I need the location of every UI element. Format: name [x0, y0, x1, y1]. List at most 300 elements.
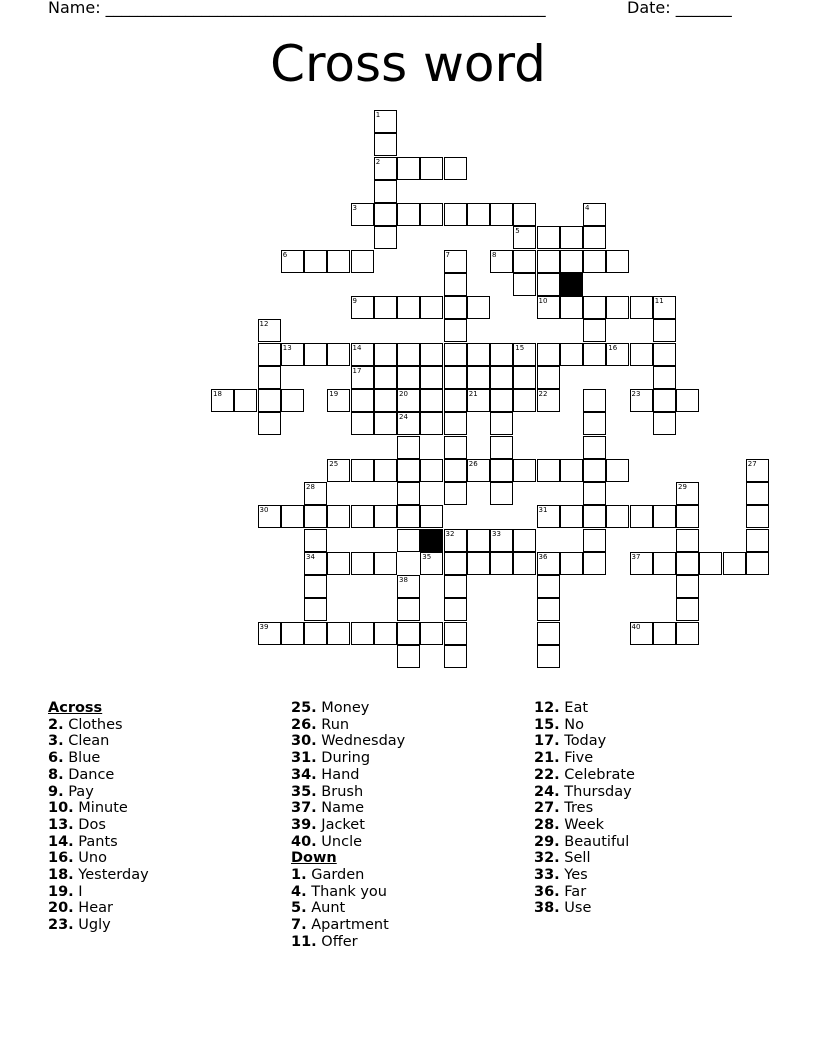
clue-number: 8 [492, 250, 497, 259]
grid-cell[interactable] [513, 343, 536, 366]
clue-item-number: 27. [534, 800, 560, 817]
grid-cell[interactable] [351, 459, 374, 482]
across-heading: Across [48, 700, 103, 716]
clue-item [48, 867, 149, 884]
clue-number: 2 [375, 157, 381, 166]
grid-cell[interactable] [583, 529, 606, 552]
grid-block [560, 273, 583, 296]
clue-item-number: 8. [48, 766, 64, 783]
grid-cell[interactable] [746, 552, 769, 575]
grid-cell[interactable] [374, 389, 397, 412]
grid-cell[interactable] [327, 343, 350, 366]
clue-item [48, 817, 149, 834]
grid-cell[interactable] [746, 505, 769, 528]
grid-cell[interactable] [537, 598, 560, 621]
grid-cell[interactable] [490, 366, 513, 389]
grid-cell[interactable] [351, 412, 374, 435]
grid-cell[interactable] [420, 622, 443, 645]
grid-cell[interactable] [537, 250, 560, 273]
grid-cell[interactable] [444, 157, 467, 180]
grid-cell[interactable] [630, 552, 653, 575]
clue-item-number: 39. [291, 816, 317, 833]
clue-item-text: Apartment [306, 917, 389, 934]
clue-item-text: Jacket [316, 816, 365, 833]
grid-cell[interactable] [420, 505, 443, 528]
clue-item [48, 784, 149, 801]
clue-number: 12 [259, 320, 269, 329]
clue-item [48, 850, 149, 867]
grid-cell[interactable] [560, 459, 583, 482]
clue-number: 3 [352, 204, 357, 212]
grid-cell[interactable] [490, 552, 513, 575]
name-line: Name: _______________________________________________________ [48, 0, 546, 17]
grid-cell[interactable] [374, 133, 397, 156]
clue-item-text: Aunt [306, 900, 346, 917]
grid-cell[interactable] [560, 226, 583, 249]
grid-cell[interactable] [676, 552, 699, 575]
grid-cell[interactable] [397, 366, 420, 389]
clue-item-number: 35. [291, 783, 317, 800]
clue-item-number: 18. [48, 867, 74, 884]
grid-cell[interactable] [537, 343, 560, 366]
clue-number: 23 [631, 390, 641, 398]
grid-cell[interactable] [258, 366, 281, 389]
grid-cell[interactable] [723, 552, 746, 575]
grid-cell[interactable] [606, 459, 629, 482]
clue-number: 20 [399, 390, 408, 398]
grid-cell[interactable] [676, 389, 699, 412]
clue-item [534, 850, 635, 867]
grid-cell[interactable] [304, 598, 327, 621]
clue-item-text: Wednesday [316, 733, 406, 750]
grid-cell[interactable] [304, 482, 327, 505]
grid-cell[interactable] [397, 436, 420, 459]
grid-cell[interactable] [490, 529, 513, 552]
grid-cell[interactable] [583, 343, 606, 366]
grid-cell[interactable] [653, 366, 676, 389]
grid-cell[interactable] [653, 343, 676, 366]
grid-cell[interactable] [490, 482, 513, 505]
clue-item-number: 38. [534, 900, 560, 917]
clue-item [48, 800, 149, 817]
grid-cell[interactable] [327, 250, 350, 273]
grid-cell[interactable] [467, 552, 490, 575]
grid-cell[interactable] [537, 575, 560, 598]
clue-item-text: Garden [306, 867, 365, 884]
clue-item-number: 16. [48, 850, 74, 867]
clue-item-text: Hand [316, 766, 360, 783]
page-title: Cross word [270, 35, 546, 93]
clue-item-text: Yesterday [73, 867, 149, 884]
grid-cell[interactable] [374, 180, 397, 203]
grid-cell[interactable] [327, 552, 350, 575]
grid-cell[interactable] [560, 552, 583, 575]
clue-item [291, 733, 405, 750]
grid-cell[interactable] [490, 459, 513, 482]
grid-cell[interactable] [676, 505, 699, 528]
grid-cell[interactable] [327, 459, 350, 482]
clue-number: 18 [213, 390, 222, 398]
clue-number: 22 [538, 390, 548, 398]
clue-item-text: Use [559, 900, 592, 917]
grid-cell[interactable] [374, 343, 397, 366]
grid-cell[interactable] [653, 622, 676, 645]
clues-column-2 [291, 700, 405, 951]
grid-cell[interactable] [374, 296, 397, 319]
clue-item-text: Money [316, 700, 370, 716]
grid-cell[interactable] [444, 343, 467, 366]
grid-cell[interactable] [397, 645, 420, 668]
grid-cell[interactable] [653, 389, 676, 412]
clue-item-number: 40. [291, 833, 317, 850]
grid-cell[interactable] [513, 389, 536, 412]
grid-cell[interactable] [467, 343, 490, 366]
grid-cell[interactable] [583, 505, 606, 528]
grid-cell[interactable] [397, 482, 420, 505]
grid-cell[interactable] [676, 598, 699, 621]
grid-cell[interactable] [327, 622, 350, 645]
grid-cell[interactable] [281, 250, 304, 273]
grid-cell[interactable] [676, 575, 699, 598]
clue-item [48, 733, 149, 750]
grid-cell[interactable] [444, 575, 467, 598]
grid-cell[interactable] [537, 459, 560, 482]
clue-item-number: 14. [48, 833, 74, 850]
grid-cell[interactable] [374, 622, 397, 645]
clue-item-number: 22. [534, 766, 560, 783]
grid-cell[interactable] [258, 412, 281, 435]
grid-cell[interactable] [374, 552, 397, 575]
grid-cell[interactable] [537, 645, 560, 668]
clue-item-text: Clothes [63, 716, 123, 733]
grid-cell[interactable] [490, 203, 513, 226]
grid-cell[interactable] [374, 226, 397, 249]
grid-cell[interactable] [583, 319, 606, 342]
grid-cell[interactable] [374, 366, 397, 389]
grid-cell[interactable] [583, 459, 606, 482]
grid-cell[interactable] [676, 482, 699, 505]
grid-cell[interactable] [583, 250, 606, 273]
grid-cell[interactable] [490, 343, 513, 366]
clue-item-number: 34. [291, 766, 317, 783]
grid-cell[interactable] [397, 505, 420, 528]
grid-cell[interactable] [444, 459, 467, 482]
grid-cell[interactable] [653, 412, 676, 435]
grid-cell[interactable] [444, 366, 467, 389]
grid-cell[interactable] [444, 552, 467, 575]
grid-cell[interactable] [397, 598, 420, 621]
grid-cell[interactable] [537, 226, 560, 249]
grid-cell[interactable] [467, 459, 490, 482]
clue-number: 38 [399, 576, 408, 584]
grid-cell[interactable] [513, 203, 536, 226]
grid-cell[interactable] [420, 343, 443, 366]
clue-number: 33 [492, 529, 501, 538]
grid-cell[interactable] [397, 343, 420, 366]
grid-cell[interactable] [630, 622, 653, 645]
clue-item-number: 5. [291, 900, 307, 917]
grid-cell[interactable] [630, 296, 653, 319]
grid-cell[interactable] [420, 296, 443, 319]
grid-cell[interactable] [490, 250, 513, 273]
grid-cell[interactable] [444, 319, 467, 342]
grid-cell[interactable] [583, 482, 606, 505]
grid-cell[interactable] [560, 296, 583, 319]
grid-cell[interactable] [513, 459, 536, 482]
grid-cell[interactable] [258, 389, 281, 412]
grid-cell[interactable] [444, 412, 467, 435]
grid-cell[interactable] [304, 529, 327, 552]
clues-column-1 [48, 700, 149, 934]
clue-item-number: 2. [48, 716, 64, 733]
grid-cell[interactable] [630, 389, 653, 412]
clue-item-text: Eat [559, 700, 589, 716]
clue-number: 27 [747, 459, 757, 468]
grid-cell[interactable] [351, 505, 374, 528]
grid-cell[interactable] [281, 505, 304, 528]
grid-cell[interactable] [606, 343, 629, 366]
clue-item-text: Five [559, 750, 594, 767]
grid-cell[interactable] [234, 389, 257, 412]
grid-cell[interactable] [583, 412, 606, 435]
grid-cell[interactable] [490, 436, 513, 459]
grid-cell[interactable] [351, 389, 374, 412]
grid-cell[interactable] [258, 343, 281, 366]
grid-cell[interactable] [420, 203, 443, 226]
grid-cell[interactable] [699, 552, 722, 575]
grid-cell[interactable] [467, 366, 490, 389]
grid-cell[interactable] [397, 575, 420, 598]
grid-cell[interactable] [444, 389, 467, 412]
grid-cell[interactable] [444, 296, 467, 319]
grid-cell[interactable] [351, 343, 374, 366]
grid-cell[interactable] [258, 505, 281, 528]
grid-cell[interactable] [583, 296, 606, 319]
clue-item-number: 28. [534, 816, 560, 833]
grid-cell[interactable] [258, 622, 281, 645]
grid-cell[interactable] [304, 343, 327, 366]
clue-item-number: 36. [534, 883, 560, 900]
grid-cell[interactable] [606, 250, 629, 273]
clue-item-text: Blue [63, 750, 101, 767]
clue-item-number: 1. [291, 867, 307, 884]
grid-cell[interactable] [397, 412, 420, 435]
grid-cell[interactable] [583, 226, 606, 249]
clue-number: 5 [515, 227, 520, 236]
clue-item-number: 13. [48, 816, 74, 833]
clue-item [534, 717, 635, 734]
clue-item-text: Far [559, 883, 587, 900]
across-clue-list [48, 717, 149, 934]
clue-item [48, 717, 149, 734]
clue-number: 14 [352, 343, 362, 352]
clue-item [534, 800, 635, 817]
grid-cell[interactable] [513, 250, 536, 273]
grid-cell[interactable] [537, 389, 560, 412]
clue-item [48, 900, 149, 917]
clue-item [534, 900, 635, 917]
grid-cell[interactable] [304, 622, 327, 645]
grid-cell[interactable] [444, 273, 467, 296]
grid-cell[interactable] [304, 575, 327, 598]
grid-cell[interactable] [560, 250, 583, 273]
grid-cell[interactable] [374, 110, 397, 133]
down-heading: Down [291, 850, 337, 867]
grid-cell[interactable] [444, 598, 467, 621]
grid-cell[interactable] [397, 296, 420, 319]
grid-cell[interactable] [630, 343, 653, 366]
grid-cell[interactable] [583, 436, 606, 459]
grid-cell[interactable] [420, 389, 443, 412]
grid-cell[interactable] [397, 459, 420, 482]
grid-cell[interactable] [420, 412, 443, 435]
clue-item-number: 21. [534, 750, 560, 767]
clue-item-text: Today [559, 733, 607, 750]
grid-cell[interactable] [606, 505, 629, 528]
clue-item-number: 19. [48, 883, 74, 900]
grid-cell[interactable] [304, 250, 327, 273]
grid-cell[interactable] [746, 529, 769, 552]
clue-item-text: Hear [73, 900, 113, 917]
grid-cell[interactable] [397, 203, 420, 226]
clue-item-number: 10. [48, 800, 74, 817]
grid-cell[interactable] [444, 250, 467, 273]
grid-cell[interactable] [606, 296, 629, 319]
grid-cell[interactable] [374, 203, 397, 226]
grid-cell[interactable] [444, 645, 467, 668]
grid-cell[interactable] [420, 459, 443, 482]
grid-cell[interactable] [351, 366, 374, 389]
clue-item-text: Pay [63, 783, 94, 800]
clue-item-number: 30. [291, 733, 317, 750]
grid-cell[interactable] [513, 366, 536, 389]
grid-cell[interactable] [397, 389, 420, 412]
clue-number: 11 [654, 297, 664, 305]
grid-cell[interactable] [444, 436, 467, 459]
clue-item [291, 700, 405, 717]
clue-item [534, 817, 635, 834]
grid-cell[interactable] [537, 366, 560, 389]
grid-cell[interactable] [444, 529, 467, 552]
clue-item [534, 867, 635, 884]
clue-item [534, 700, 635, 717]
grid-cell[interactable] [467, 296, 490, 319]
grid-cell[interactable] [327, 389, 350, 412]
clue-item [291, 800, 405, 817]
clue-item-text: Thursday [559, 783, 632, 800]
grid-cell[interactable] [490, 389, 513, 412]
grid-cell[interactable] [397, 529, 420, 552]
clue-item-text: Beautiful [559, 833, 630, 850]
grid-cell[interactable] [281, 389, 304, 412]
grid-cell[interactable] [420, 366, 443, 389]
grid-cell[interactable] [281, 622, 304, 645]
grid-cell[interactable] [583, 389, 606, 412]
grid-cell[interactable] [444, 203, 467, 226]
grid-cell[interactable] [653, 505, 676, 528]
clue-item-text: Minute [73, 800, 128, 817]
clue-item-text: Dos [73, 816, 106, 833]
grid-cell[interactable] [374, 157, 397, 180]
grid-cell[interactable] [420, 552, 443, 575]
grid-cell[interactable] [351, 250, 374, 273]
grid-cell[interactable] [304, 552, 327, 575]
grid-cell[interactable] [560, 343, 583, 366]
grid-cell[interactable] [258, 319, 281, 342]
grid-cell[interactable] [653, 552, 676, 575]
grid-cell[interactable] [444, 622, 467, 645]
grid-cell[interactable] [467, 389, 490, 412]
grid-cell[interactable] [513, 226, 536, 249]
grid-cell[interactable] [746, 459, 769, 482]
grid-cell[interactable] [444, 482, 467, 505]
grid-cell[interactable] [653, 319, 676, 342]
grid-cell[interactable] [374, 412, 397, 435]
clue-number: 32 [445, 529, 455, 538]
down-clue-list [291, 867, 405, 951]
clue-item [48, 767, 149, 784]
grid-cell[interactable] [513, 552, 536, 575]
clue-number: 15 [515, 343, 525, 352]
grid-cell[interactable] [537, 552, 560, 575]
grid-cell[interactable] [327, 505, 350, 528]
grid-cell[interactable] [304, 505, 327, 528]
grid-cell[interactable] [583, 552, 606, 575]
grid-cell[interactable] [513, 529, 536, 552]
grid-cell[interactable] [397, 157, 420, 180]
grid-cell[interactable] [351, 203, 374, 226]
clue-item [534, 884, 635, 901]
grid-cell[interactable] [374, 505, 397, 528]
grid-cell[interactable] [630, 505, 653, 528]
grid-cell[interactable] [351, 622, 374, 645]
clue-number: 28 [306, 483, 315, 491]
clue-item [534, 767, 635, 784]
grid-cell[interactable] [513, 273, 536, 296]
clue-number: 4 [585, 204, 590, 212]
grid-cell[interactable] [537, 273, 560, 296]
grid-cell[interactable] [746, 482, 769, 505]
grid-cell[interactable] [560, 505, 583, 528]
grid-cell[interactable] [490, 412, 513, 435]
clue-number: 30 [259, 506, 269, 515]
grid-cell[interactable] [537, 505, 560, 528]
grid-cell[interactable] [211, 389, 234, 412]
clue-item-number: 31. [291, 750, 317, 767]
grid-cell[interactable] [653, 296, 676, 319]
grid-cell[interactable] [420, 157, 443, 180]
grid-cell[interactable] [537, 296, 560, 319]
grid-cell[interactable] [676, 529, 699, 552]
grid-cell[interactable] [583, 203, 606, 226]
clue-item-number: 23. [48, 917, 74, 934]
grid-cell[interactable] [467, 529, 490, 552]
clue-item-text: Offer [316, 933, 358, 950]
grid-cell[interactable] [676, 622, 699, 645]
clue-item-number: 15. [534, 716, 560, 733]
grid-cell[interactable] [351, 552, 374, 575]
grid-cell[interactable] [397, 622, 420, 645]
clue-item-text: Celebrate [559, 766, 635, 783]
grid-cell[interactable] [281, 343, 304, 366]
grid-cell[interactable] [351, 296, 374, 319]
clue-number: 21 [468, 390, 478, 398]
clue-number: 34 [306, 552, 315, 561]
grid-cell[interactable] [537, 622, 560, 645]
grid-cell[interactable] [467, 203, 490, 226]
clue-item-number: 11. [291, 933, 317, 950]
grid-cell[interactable] [374, 459, 397, 482]
